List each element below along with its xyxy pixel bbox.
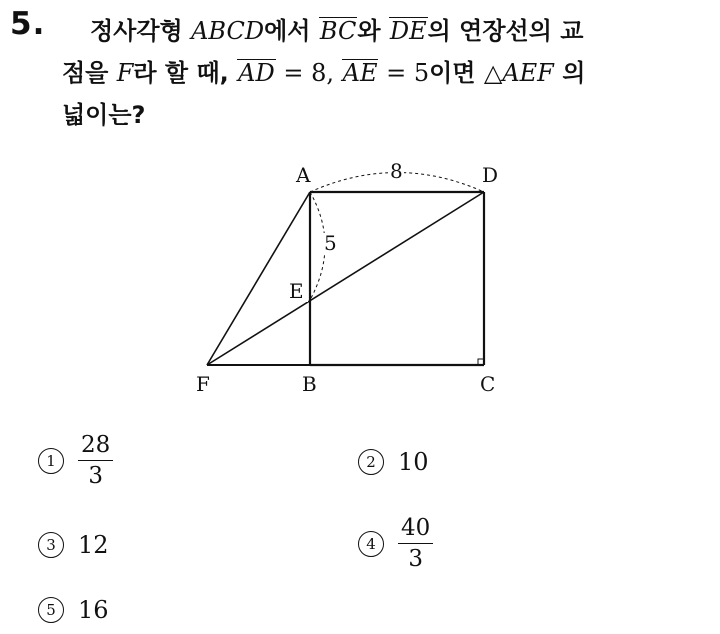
equation-ae: = 5 <box>378 59 430 87</box>
statement-text: 의 <box>553 59 586 87</box>
statement-text: 라 할 때, <box>133 59 238 87</box>
statement-line-2 <box>62 52 585 94</box>
choice-marker: 4 <box>358 531 384 557</box>
fraction-numerator: 40 <box>398 513 433 544</box>
choice-3[interactable] <box>38 531 109 559</box>
choice-value: 16 <box>78 596 109 624</box>
length-ad-label: 8 <box>390 159 403 183</box>
statement-text: 와 <box>357 17 389 45</box>
choice-fraction <box>78 430 113 491</box>
fraction-numerator: 28 <box>78 430 113 461</box>
statement-line-1 <box>90 10 583 52</box>
choice-1[interactable] <box>38 430 113 491</box>
segment-ad: AD <box>238 59 275 87</box>
choice-marker: 5 <box>38 597 64 623</box>
line-df <box>207 192 484 365</box>
fraction-denominator: 3 <box>88 463 103 489</box>
choice-marker: 3 <box>38 532 64 558</box>
square-name: ABCD <box>191 17 265 45</box>
statement-text: 점을 <box>62 59 117 87</box>
choice-value: 10 <box>398 448 429 476</box>
segment-de: DE <box>389 17 427 45</box>
point-e-label: E <box>289 279 304 303</box>
segment-ae: AE <box>342 59 378 87</box>
point-f: F <box>116 59 134 87</box>
problem-number: 5. <box>10 6 46 42</box>
statement-text: 에서 <box>264 17 319 45</box>
choice-fraction <box>398 513 433 574</box>
equation-ad: = 8, <box>275 59 342 87</box>
point-b-label: B <box>302 372 317 396</box>
point-a-label: A <box>296 163 311 187</box>
length-ae-label: 5 <box>324 231 337 255</box>
fraction-denominator: 3 <box>408 546 423 572</box>
statement-text: 정사각형 <box>90 17 192 45</box>
choice-marker: 1 <box>38 448 64 474</box>
choice-5[interactable] <box>38 596 109 624</box>
choice-value: 12 <box>78 531 109 559</box>
choice-2[interactable] <box>358 448 429 476</box>
choice-marker: 2 <box>358 449 384 475</box>
point-d-label: D <box>482 163 499 187</box>
choice-4[interactable] <box>358 513 433 574</box>
geometry-figure <box>190 155 520 405</box>
segment-bc: BC <box>319 17 357 45</box>
statement-line-3: 넓이는? <box>62 101 146 129</box>
statement-text: 의 연장선의 교 <box>427 17 584 45</box>
triangle-symbol: △ <box>483 59 503 87</box>
point-c-label: C <box>480 372 496 396</box>
point-f-label: F <box>196 372 210 396</box>
triangle-name: AEF <box>502 59 554 87</box>
statement-text: 이면 <box>429 59 484 87</box>
